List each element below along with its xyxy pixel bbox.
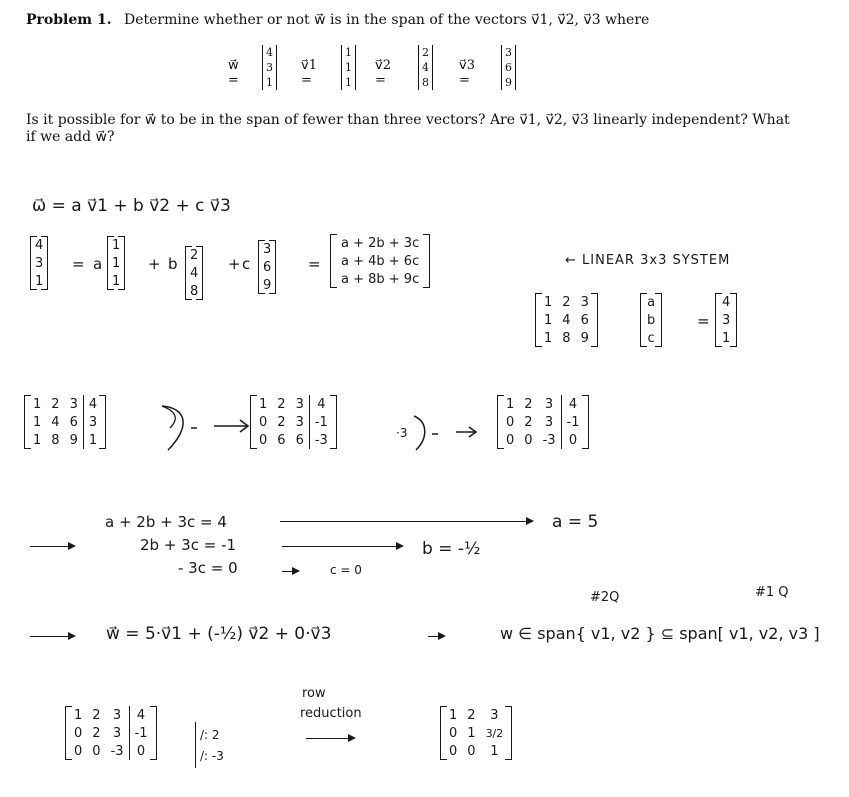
- problem-text: [26, 12, 649, 28]
- unknowns-vector: [640, 293, 662, 347]
- matrix-entry: 0: [259, 432, 268, 448]
- vector-entry: 1: [266, 76, 273, 89]
- matrix-entry: 1: [722, 330, 731, 346]
- matrix-entry: 3: [69, 396, 78, 412]
- matrix-entry: 9: [69, 432, 78, 448]
- vector-v1-label: v⃗1 =: [301, 58, 317, 88]
- matrix-entry: 8: [190, 283, 199, 299]
- problem-heading: Problem 1.: [26, 12, 112, 28]
- row-reduction-label-2: reduction: [300, 706, 362, 721]
- matrix-entry: 3: [295, 414, 304, 430]
- matrix-entry: b: [647, 312, 656, 328]
- matrix-entry: a + 4b + 6c: [341, 253, 420, 269]
- matrix-entry: 0: [449, 743, 458, 759]
- matrix-entry: 2: [190, 247, 199, 263]
- plus-sign: +: [228, 255, 241, 273]
- matrix-entry: 3/2: [485, 726, 504, 740]
- vector-entry: 9: [505, 76, 512, 89]
- tag-1q: #1 Q: [755, 585, 789, 600]
- bracket-left: [30, 236, 37, 290]
- arrow-icon: [282, 546, 402, 547]
- vector-v2: [418, 45, 433, 90]
- arrow-icon: [306, 738, 354, 739]
- vector-entry: 3: [266, 61, 273, 74]
- matrix-entry: -3: [110, 743, 124, 759]
- matrix-entry: 1: [506, 396, 515, 412]
- final-combination: w⃗ = 5·v⃗1 + (-½) v⃗2 + 0·v⃗3: [106, 624, 332, 644]
- b-result: b = -½: [422, 539, 481, 559]
- row-reduction-label-1: row: [302, 686, 326, 701]
- bracket-right: [582, 395, 589, 449]
- bracket-left: [440, 706, 447, 760]
- matrix-entry: 2: [92, 725, 101, 741]
- matrix-entry: 1: [112, 273, 121, 289]
- vector-w-label: w⃗ =: [228, 58, 239, 88]
- column-v2: [185, 246, 203, 300]
- column-v3: [258, 240, 276, 294]
- augmented-matrix-3: [497, 395, 589, 449]
- matrix-entry: 2: [51, 396, 60, 412]
- vector-entry: 2: [422, 46, 429, 59]
- matrix-entry: 3: [112, 725, 122, 741]
- bracket-right: [150, 706, 157, 760]
- matrix-entry: 1: [112, 255, 121, 271]
- matrix-entry: 6: [263, 259, 272, 275]
- bracket-right: [41, 236, 48, 290]
- matrix-entry: 3: [580, 294, 589, 310]
- vector-entry: 1: [345, 46, 352, 59]
- row-op-note: ·3: [396, 426, 408, 440]
- matrix-entry: 1: [83, 431, 102, 449]
- bracket-left: [640, 293, 647, 347]
- matrix-entry: 4: [51, 414, 60, 430]
- matrix-entry: 2: [467, 707, 476, 723]
- bracket-left: [24, 395, 31, 449]
- bracket-left: [535, 293, 542, 347]
- augmented-matrix-2: [250, 395, 337, 449]
- matrix-entry: 1: [544, 312, 553, 328]
- column-v1: [107, 236, 125, 290]
- matrix-entry: 4: [129, 706, 152, 724]
- vector-v1: [341, 45, 356, 90]
- matrix-entry: 1: [490, 743, 499, 759]
- system-matrix: [535, 293, 598, 347]
- bracket-right: [330, 395, 337, 449]
- combined-column: [330, 234, 430, 288]
- matrix-entry: 3: [544, 414, 554, 430]
- tag-2q: #2Q: [590, 590, 620, 605]
- matrix-entry: -1: [561, 413, 584, 431]
- bracket-right: [655, 293, 662, 347]
- matrix-entry: 6: [277, 432, 286, 448]
- matrix-entry: 3: [490, 707, 499, 723]
- row-operation-curve-2: [412, 410, 482, 460]
- matrix-entry: 4: [309, 395, 332, 413]
- bracket-right: [196, 246, 203, 300]
- matrix-entry: 1: [33, 432, 42, 448]
- bracket-right: [99, 395, 106, 449]
- rhs-vector: [715, 293, 737, 347]
- vector-entry: 4: [422, 61, 429, 74]
- arrow-icon: [428, 636, 444, 637]
- matrix-entry: 8: [562, 330, 571, 346]
- c-result: c = 0: [330, 563, 362, 577]
- matrix-entry: 0: [92, 743, 101, 759]
- matrix-entry: 0: [129, 742, 152, 760]
- matrix-entry: 3: [295, 396, 304, 412]
- vector-entry: 6: [505, 61, 512, 74]
- equals-sign: =: [308, 255, 321, 273]
- matrix-entry: 3: [722, 312, 731, 328]
- equals-sign: =: [697, 312, 710, 330]
- coef-c: c: [242, 255, 251, 273]
- matrix-entry: 4: [561, 395, 584, 413]
- matrix-entry: 1: [449, 707, 458, 723]
- matrix-entry: 2: [562, 294, 571, 310]
- vector-v3: [501, 45, 516, 90]
- matrix-entry: 4: [722, 294, 731, 310]
- matrix-entry: 6: [295, 432, 304, 448]
- question-line-2: if we add w⃗?: [26, 129, 115, 145]
- bracket-right: [591, 293, 598, 347]
- matrix-entry: 6: [580, 312, 589, 328]
- matrix-entry: 0: [449, 725, 458, 741]
- span-statement: w ∈ span{ v1, v2 } ⊆ span[ v1, v2, v3 ]: [500, 624, 820, 643]
- matrix-entry: a + 2b + 3c: [341, 235, 420, 251]
- matrix-entry: 9: [263, 277, 272, 293]
- matrix-entry: 4: [83, 395, 102, 413]
- matrix-entry: 0: [506, 414, 515, 430]
- matrix-entry: 0: [561, 431, 584, 449]
- problem-statement: Determine whether or not w⃗ is in the span of the vectors v⃗1, v⃗2, v⃗3 where: [124, 12, 650, 28]
- matrix-entry: 2: [92, 707, 101, 723]
- question-line-1: Is it possible for w⃗ to be in the span of fewer than three vectors? Are v⃗1, v⃗2, v⃗3 linearly independent? What: [26, 112, 790, 128]
- matrix-entry: 4: [562, 312, 571, 328]
- matrix-entry: 0: [74, 743, 83, 759]
- matrix-entry: -1: [129, 724, 152, 742]
- bracket-left: [250, 395, 257, 449]
- matrix-entry: 3: [112, 707, 122, 723]
- matrix-entry: 8: [51, 432, 60, 448]
- matrix-entry: 1: [112, 237, 121, 253]
- matrix-entry: 0: [506, 432, 515, 448]
- bracket-left: [185, 246, 192, 300]
- column-w: [30, 236, 48, 290]
- bracket-right: [118, 236, 125, 290]
- matrix-entry: c: [647, 330, 655, 346]
- matrix-entry: 4: [190, 265, 199, 281]
- augmented-matrix-1: [24, 395, 106, 449]
- matrix-entry: 2: [277, 396, 286, 412]
- matrix-entry: 1: [467, 725, 476, 741]
- coef-b: b: [168, 255, 178, 273]
- bracket-right: [505, 706, 512, 760]
- vector-entry: 1: [345, 61, 352, 74]
- matrix-entry: 4: [35, 237, 44, 253]
- matrix-entry: 1: [259, 396, 268, 412]
- arrow-icon: [280, 521, 532, 522]
- matrix-entry: 6: [69, 414, 78, 430]
- matrix-entry: 0: [74, 725, 83, 741]
- matrix-entry: a: [647, 294, 656, 310]
- bracket-left: [65, 706, 72, 760]
- matrix-entry: -3: [542, 432, 556, 448]
- bracket-right: [269, 240, 276, 294]
- arrow-icon: [30, 636, 74, 637]
- matrix-entry: 1: [33, 414, 42, 430]
- vector-entry: 4: [266, 46, 273, 59]
- vector-entry: 3: [505, 46, 512, 59]
- matrix-entry: -3: [309, 431, 332, 449]
- bracket-right: [730, 293, 737, 347]
- matrix-entry: 2: [524, 396, 533, 412]
- bracket-left: [258, 240, 265, 294]
- vector-entry: 1: [345, 76, 352, 89]
- vector-entry: 8: [422, 76, 429, 89]
- linear-combination-equation: ω⃗ = a v⃗1 + b v⃗2 + c v⃗3: [32, 196, 231, 216]
- a-result: a = 5: [552, 512, 599, 532]
- matrix-entry: 0: [524, 432, 533, 448]
- bracket-left: [497, 395, 504, 449]
- bracket-right: [423, 234, 430, 288]
- augmented-matrix-4: [65, 706, 157, 760]
- matrix-entry: 9: [580, 330, 589, 346]
- vector-v2-label: v⃗2 =: [375, 58, 391, 88]
- row-op-divide-neg3: /: -3: [200, 749, 224, 763]
- bracket-left: [330, 234, 337, 288]
- matrix-entry: 3: [263, 241, 272, 257]
- linear-system-note: ← LINEAR 3x3 SYSTEM: [565, 253, 731, 268]
- coef-a: a: [93, 255, 103, 273]
- matrix-entry: 0: [467, 743, 476, 759]
- matrix-entry: 3: [35, 255, 44, 271]
- arrow-icon: [30, 546, 74, 547]
- matrix-entry: 3: [544, 396, 554, 412]
- matrix-entry: 1: [544, 330, 553, 346]
- matrix-entry: -1: [309, 413, 332, 431]
- matrix-entry: 2: [524, 414, 533, 430]
- matrix-entry: 1: [74, 707, 83, 723]
- ops-divider: [195, 722, 196, 768]
- reduced-matrix: [440, 706, 512, 760]
- vector-w: [262, 45, 277, 90]
- matrix-entry: 1: [35, 273, 44, 289]
- arrow-icon: [282, 571, 298, 572]
- vector-v3-label: v⃗3 =: [459, 58, 475, 88]
- row-op-divide-2: /: 2: [200, 728, 220, 742]
- equals-sign: =: [72, 255, 85, 273]
- matrix-entry: 0: [259, 414, 268, 430]
- plus-sign: +: [148, 255, 161, 273]
- bracket-left: [107, 236, 114, 290]
- back-sub-eq-3: - 3c = 0: [178, 559, 238, 577]
- matrix-entry: 3: [83, 413, 102, 431]
- back-sub-eq-2: 2b + 3c = -1: [140, 536, 237, 554]
- matrix-entry: 1: [33, 396, 42, 412]
- matrix-entry: 1: [544, 294, 553, 310]
- matrix-entry: 2: [277, 414, 286, 430]
- bracket-left: [715, 293, 722, 347]
- matrix-entry: a + 8b + 9c: [341, 271, 420, 287]
- back-sub-eq-1: a + 2b + 3c = 4: [105, 513, 227, 531]
